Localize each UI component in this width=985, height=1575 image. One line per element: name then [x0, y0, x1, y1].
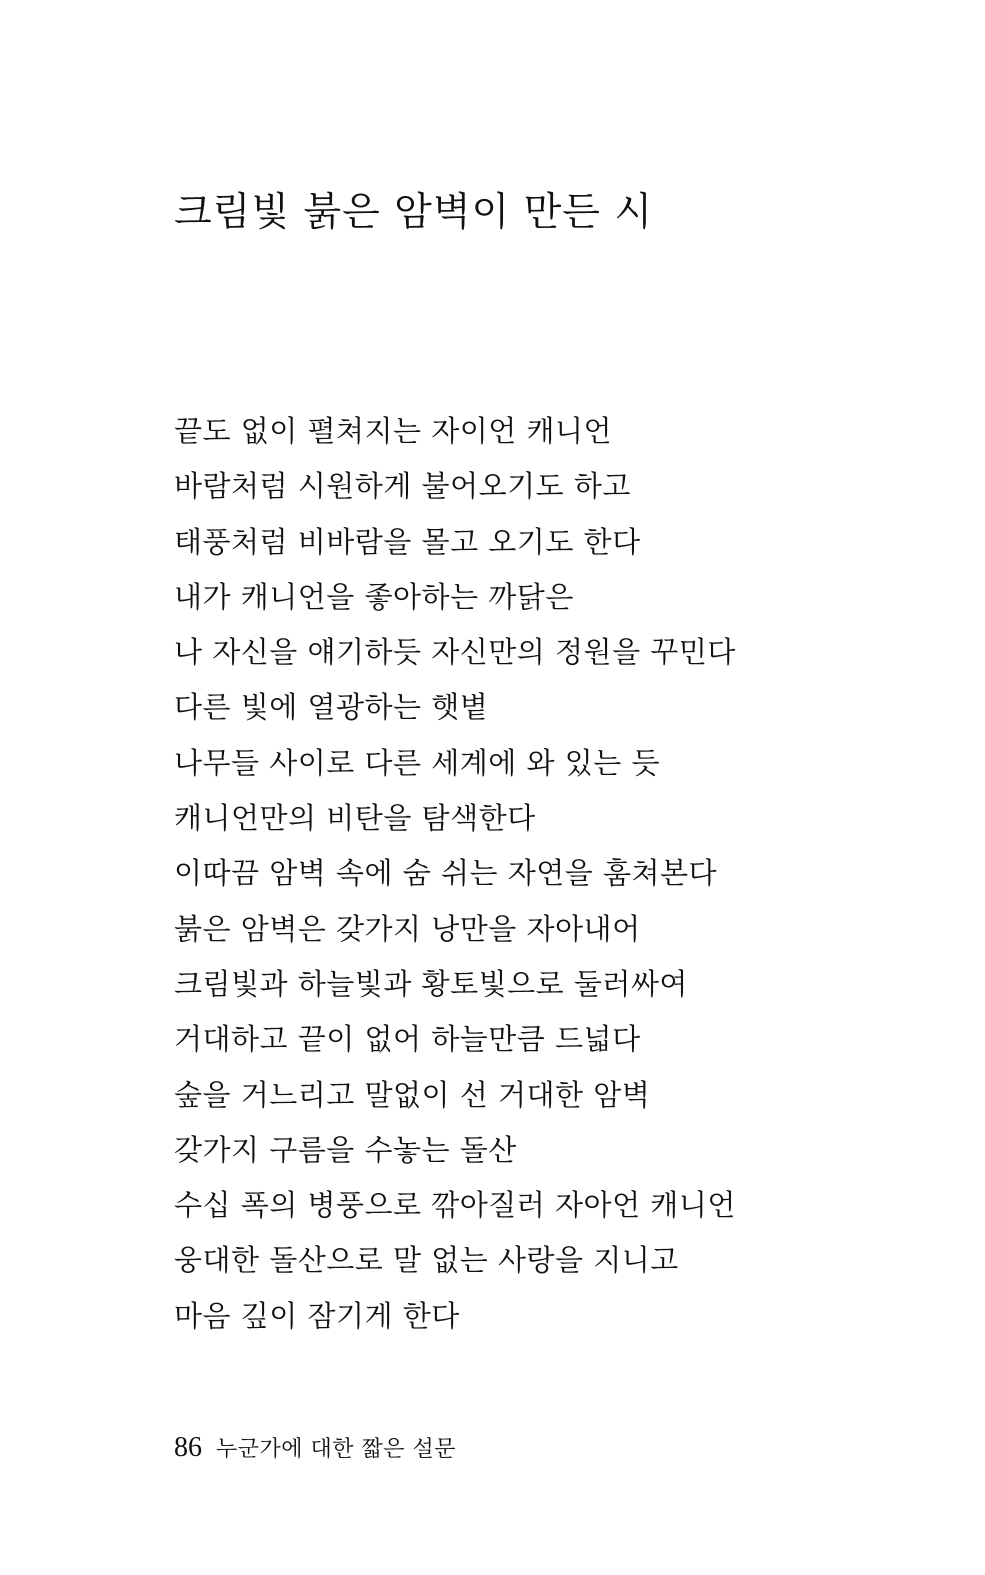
poem-line: 끝도 없이 펼쳐지는 자이언 캐니언: [174, 414, 613, 448]
poem-line: 내가 캐니언을 좋아하는 까닭은: [174, 579, 574, 614]
page-number: 86: [174, 1432, 202, 1463]
poem-line: 이따끔 암벽 속에 숨 쉬는 자연을 훔쳐본다: [174, 856, 718, 891]
poem-title: 크림빛 붉은 암벽이 만든 시: [174, 190, 654, 235]
poem-line: 바람처럼 시원하게 불어오기도 하고: [174, 469, 631, 504]
poem-line: 거대하고 끝이 없어 하늘만큼 드넓다: [174, 1022, 641, 1057]
poem-line: 붉은 암벽은 갖가지 낭만을 자아내어: [174, 911, 641, 946]
poem-line: 캐니언만의 비탄을 탐색한다: [174, 801, 536, 836]
poem-line: 태풍처럼 비바람을 몰고 오기도 한다: [174, 524, 641, 559]
poem-line: 크림빛과 하늘빛과 황토빛으로 둘러싸여: [174, 966, 688, 1001]
poem-line: 마음 깊이 잠기게 한다: [174, 1298, 460, 1333]
poem-line: 나 자신을 얘기하듯 자신만의 정원을 꾸민다: [174, 635, 736, 670]
poem-line: 갖가지 구름을 수놓는 돌산: [174, 1132, 517, 1167]
page-footer: [174, 1432, 456, 1464]
running-book-title: 누군가에 대한 짧은 설문: [216, 1437, 457, 1462]
poem-body: [174, 404, 736, 1344]
poem-line: 수십 폭의 병풍으로 깎아질러 자아언 캐니언: [174, 1188, 736, 1223]
poem-line: 다른 빛에 열광하는 햇볕: [174, 690, 489, 725]
poem-line: 나무들 사이로 다른 세계에 와 있는 듯: [174, 745, 661, 780]
poem-line: 숲을 거느리고 말없이 선 거대한 암벽: [174, 1077, 651, 1112]
poem-line: 웅대한 돌산으로 말 없는 사랑을 지니고: [174, 1243, 679, 1278]
